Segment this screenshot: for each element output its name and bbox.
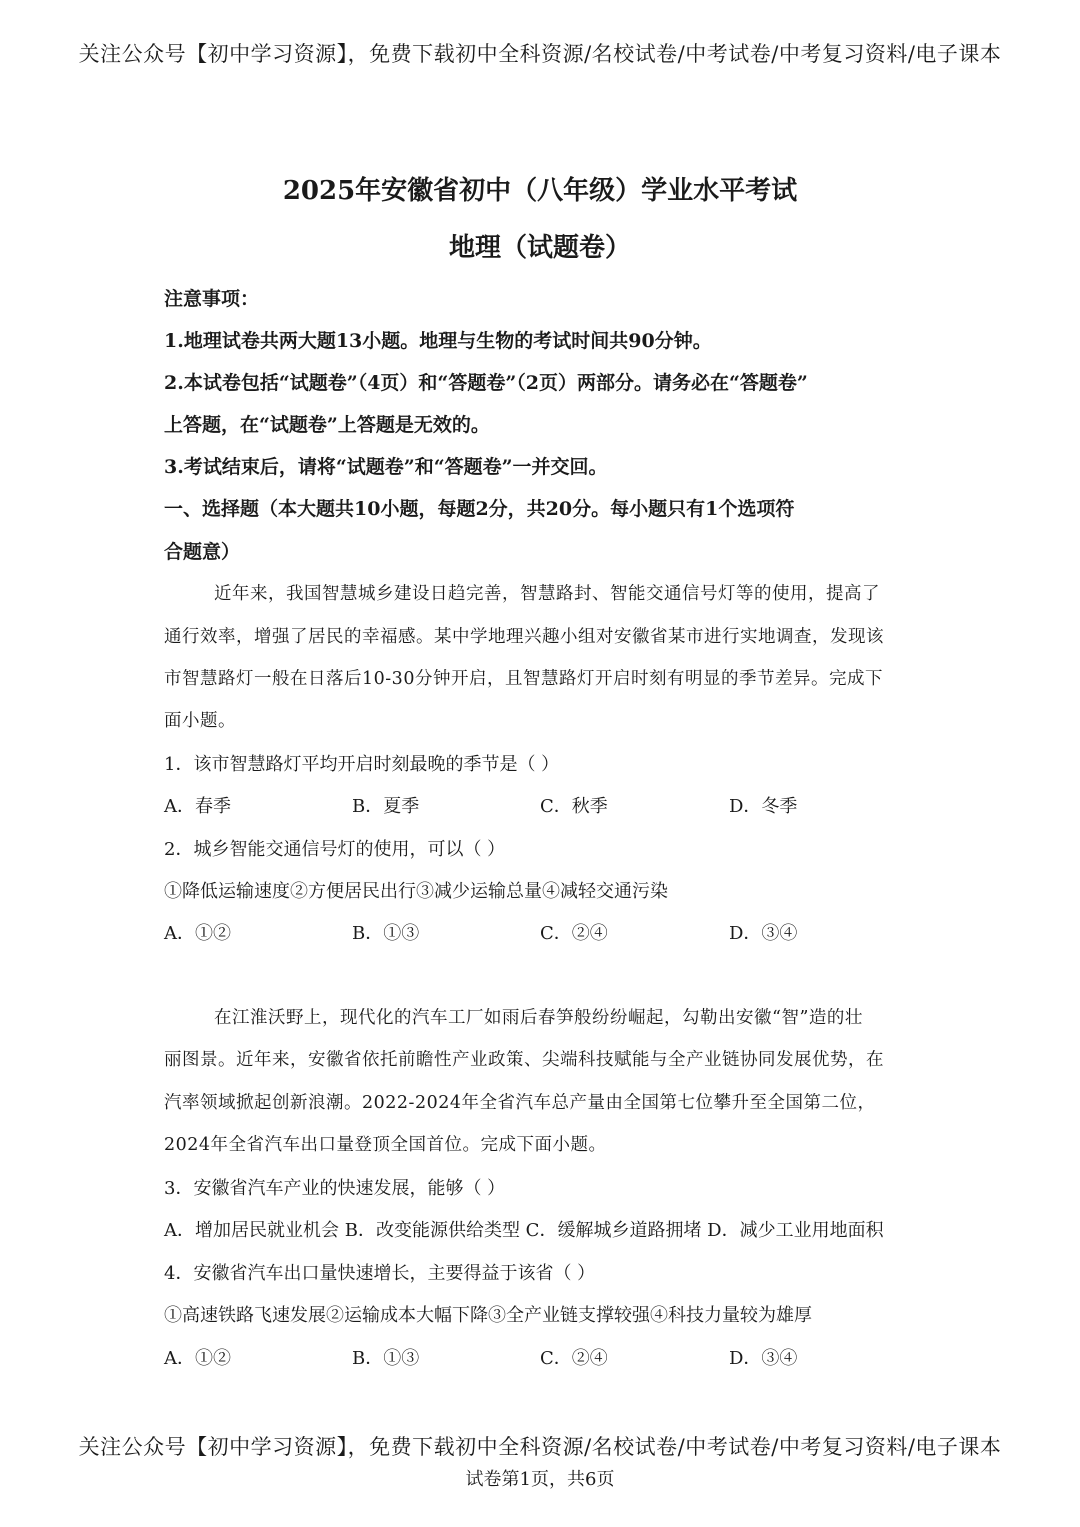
- exam-title: 2025年安徽省初中（八年级）学业水平考试: [282, 176, 798, 206]
- question-4-statements: ①高速铁路飞速发展②运输成本大幅下降③全产业链支撑较强④科技力量较为雄厚: [164, 1305, 812, 1326]
- question-1-stem: 1．该市智慧路灯平均开启时刻最晚的季节是（ ）: [164, 754, 560, 775]
- question-4-option-c: C．②④: [540, 1348, 608, 1369]
- question-1-option-d: D．冬季: [729, 796, 798, 817]
- question-2-option-d: D．③④: [729, 923, 798, 944]
- question-1-option-b: B．夏季: [352, 796, 420, 817]
- question-4-option-a: A．①②: [164, 1348, 231, 1369]
- notice-heading: 注意事项：: [164, 288, 260, 310]
- question-2-option-c: C．②④: [540, 923, 608, 944]
- passage2-line: 汽率领域掀起创新浪潮。2022-2024年全省汽车总产量由全国第七位攀升至全国第二位，: [164, 1093, 876, 1113]
- passage2-line: 在江淮沃野上，现代化的汽车工厂如雨后春笋般纷纷崛起，勾勒出安徽“智”造的壮: [214, 1008, 863, 1028]
- passage1-line: 面小题。: [164, 711, 236, 731]
- notice-item-2: 2.本试卷包括“试题卷”（4页）和“答题卷”（2页）两部分。请务必在“答题卷”: [164, 372, 808, 394]
- question-1-option-a: A．春季: [164, 796, 231, 817]
- question-2-stem: 2．城乡智能交通信号灯的使用，可以（ ）: [164, 839, 506, 860]
- passage2-line: 丽图景。近年来，安徽省依托前瞻性产业政策、尖端科技赋能与全产业链协同发展优势，在: [164, 1050, 884, 1070]
- notice-item-2-cont: 上答题，在“试题卷”上答题是无效的。: [164, 414, 490, 436]
- exam-subtitle: 地理（试题卷）: [448, 233, 631, 263]
- question-2-option-a: A．①②: [164, 923, 231, 944]
- notice-item-3: 3.考试结束后，请将“试题卷”和“答题卷”一并交回。: [164, 456, 608, 478]
- top-banner: 关注公众号【初中学习资源】，免费下载初中全科资源/名校试卷/中考试卷/中考复习资料/电子课本: [78, 42, 1002, 66]
- bottom-banner: 关注公众号【初中学习资源】，免费下载初中全科资源/名校试卷/中考试卷/中考复习资料/电子课本: [78, 1435, 1002, 1459]
- passage1-line: 近年来，我国智慧城乡建设日趋完善，智慧路封、智能交通信号灯等的使用，提高了: [214, 584, 880, 604]
- passage1-line: 市智慧路灯一般在日落后10-30分钟开启，且智慧路灯开启时刻有明显的季节差异。完成下: [164, 669, 883, 689]
- question-4-option-b: B．①③: [352, 1348, 420, 1369]
- question-3-options: A．增加居民就业机会 B．改变能源供给类型 C．缓解城乡道路拥堵 D．减少工业用地面积: [164, 1220, 884, 1241]
- question-4-option-d: D．③④: [729, 1348, 798, 1369]
- question-3-stem: 3．安徽省汽车产业的快速发展，能够（ ）: [164, 1178, 506, 1199]
- section-heading-cont: 合题意）: [164, 541, 241, 563]
- notice-item-1: 1.地理试卷共两大题13小题。地理与生物的考试时间共90分钟。: [164, 330, 712, 352]
- question-2-option-b: B．①③: [352, 923, 420, 944]
- passage2-line: 2024年全省汽车出口量登顶全国首位。完成下面小题。: [164, 1135, 607, 1155]
- question-2-statements: ①降低运输速度②方便居民出行③减少运输总量④减轻交通污染: [164, 881, 668, 902]
- section-heading: 一、选择题（本大题共10小题，每题2分，共20分。每小题只有1个选项符: [164, 498, 795, 520]
- page-footer: 试卷第1页，共6页: [465, 1469, 615, 1490]
- question-4-stem: 4．安徽省汽车出口量快速增长，主要得益于该省（ ）: [164, 1263, 596, 1284]
- question-1-option-c: C．秋季: [540, 796, 608, 817]
- passage1-line: 通行效率，增强了居民的幸福感。某中学地理兴趣小组对安徽省某市进行实地调查，发现该: [164, 627, 884, 647]
